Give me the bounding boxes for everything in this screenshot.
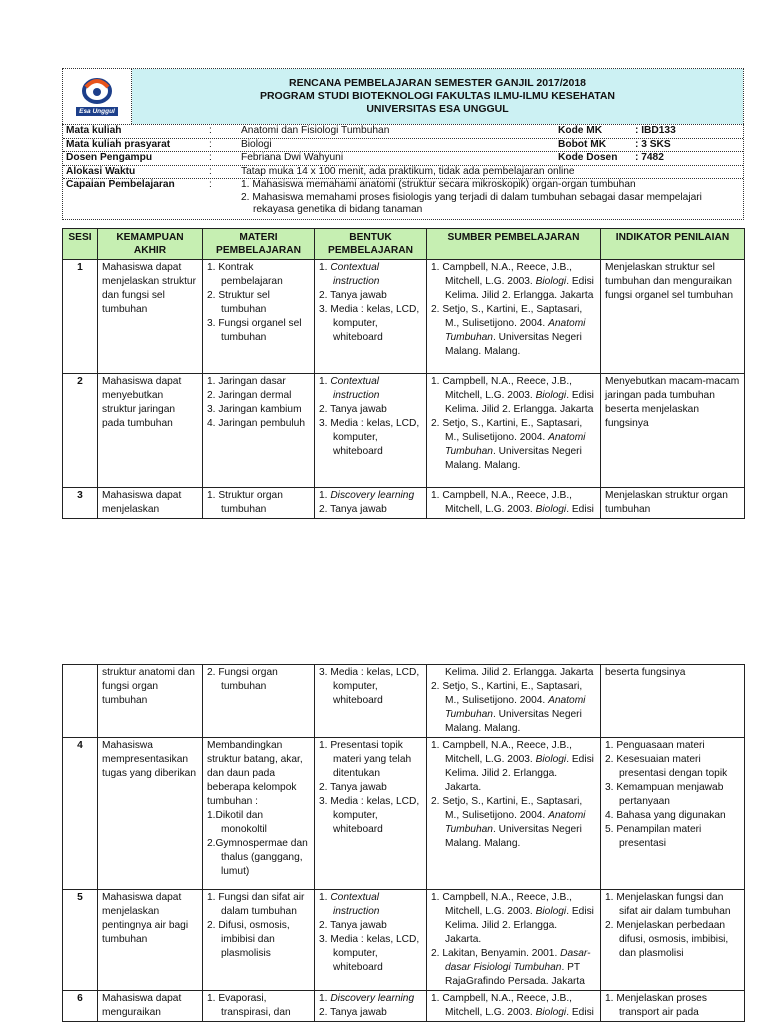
cell-sesi: 5 [63, 890, 98, 991]
table-row [63, 890, 745, 991]
cell-bentuk [315, 991, 427, 1022]
cell-sumber [427, 373, 601, 487]
header-materi: MATERI PEMBELAJARAN [203, 228, 315, 259]
course-info [62, 124, 744, 220]
cell-bentuk [315, 665, 427, 738]
info-row-dosen [63, 151, 743, 165]
info-label: Alokasi Waktu [66, 165, 136, 177]
list-item: 2. Menjelaskan perbedaan difusi, osmosis, imbibisi, dan plasmolisi [605, 920, 729, 959]
list-item: 2. Kesesuaian materi presentasi dengan topik [605, 754, 728, 779]
list-item: 2. Struktur sel tumbuhan [207, 289, 270, 315]
list-item: 3. Fungsi organel sel tumbuhan [207, 317, 302, 343]
list-item: 1. Kontrak pembelajaran [207, 261, 283, 287]
table-row [63, 373, 745, 487]
info-row-alokasi [63, 165, 743, 179]
cell-sesi: 4 [63, 738, 98, 890]
capaian-item: 1. Mahasiswa memahami anatomi (struktur secara mikroskopik) organ-organ tumbuhan [241, 179, 636, 190]
info-code-label: Kode Dosen [558, 152, 618, 163]
cell-kemampuan: Mahasiswa dapat menjelaskan struktur dan fungsi sel tumbuhan [98, 259, 203, 373]
cell-bentuk [315, 259, 427, 373]
header-indikator: INDIKATOR PENILAIAN [601, 228, 745, 259]
list-item: 1. Campbell, N.A., Reece, J.B., Mitchell, L.G. 2003. Biologi. Edisi Kelima. Jilid 2. Erlangga. Jakarta. [431, 740, 594, 793]
header-sesi: SESI [63, 228, 98, 259]
list-item: 3. Jaringan kambium [207, 403, 302, 415]
list-item: 1. Contextual instruction [319, 261, 380, 287]
document-header [62, 68, 744, 124]
list-item: 1.Dikotil dan monokoltil [207, 810, 267, 835]
cell-sumber [427, 890, 601, 991]
cell-sesi: 3 [63, 487, 98, 518]
document-title [132, 69, 743, 124]
cell-indikator: Menjelaskan struktur sel tumbuhan dan menguraikan fungsi organel sel tumbuhan [601, 259, 745, 373]
info-value: Tatap muka 14 x 100 menit, ada praktikum, tidak ada pembelajaran online [241, 165, 575, 177]
document-page-2 [62, 664, 744, 1022]
title-line-3: UNIVERSITAS ESA UNGGUL [366, 103, 509, 115]
list-item: 2. Setjo, S., Kartini, E., Saptasari, M., Sulisetijono. 2004. Anatomi Tumbuhan. Universitas Negeri Malang. Malang. [431, 417, 586, 471]
list-item: 1. Contextual instruction [319, 375, 380, 401]
info-value: Febriana Dwi Wahyuni [241, 152, 344, 163]
table-row [63, 738, 745, 890]
cell-materi [203, 738, 315, 890]
cell-indikator [601, 890, 745, 991]
capaian-list [241, 179, 743, 217]
info-code-value: : IBD133 [635, 125, 676, 136]
cell-indikator: Menjelaskan struktur organ tumbuhan [601, 487, 745, 518]
list-item: 2. Tanya jawab [319, 1007, 387, 1018]
info-label: Mata kuliah [66, 125, 122, 136]
list-item: 1. Menjelaskan proses transport air pada [605, 993, 707, 1018]
cell-sumber [427, 738, 601, 890]
info-code-label: Bobot MK [558, 138, 607, 150]
cell-kemampuan: Mahasiswa dapat menjelaskan [98, 487, 203, 518]
cell-sesi [63, 665, 98, 738]
cell-indikator [601, 738, 745, 890]
list-item: 2. Setjo, S., Kartini, E., Saptasari, M., Sulisetijono. 2004. Anatomi Tumbuhan. Universitas Negeri Malang. Malang. [431, 796, 586, 849]
cell-materi [203, 373, 315, 487]
header-bentuk: BENTUK PEMBELAJARAN [315, 228, 427, 259]
info-label: Mata kuliah prasyarat [66, 138, 171, 150]
list-item: 2. Setjo, S., Kartini, E., Saptasari, M., Sulisetijono. 2004. Anatomi Tumbuhan. Universitas Negeri Malang. Malang. [431, 303, 586, 357]
cell-indikator [601, 991, 745, 1022]
list-item: 1. Campbell, N.A., Reece, J.B., Mitchell, L.G. 2003. Biologi. Edisi [431, 993, 594, 1018]
list-item: 1. Jaringan dasar [207, 375, 286, 387]
list-item: 1. Struktur organ tumbuhan [207, 489, 283, 515]
cell-sesi: 6 [63, 991, 98, 1022]
logo-text: Esa Unggul [76, 107, 118, 116]
table-row [63, 665, 745, 738]
list-item: 3. Media : kelas, LCD, komputer, whiteboard [319, 303, 420, 343]
list-item: 1. Discovery learning [319, 993, 415, 1004]
cell-materi [203, 890, 315, 991]
cell-sesi: 1 [63, 259, 98, 373]
list-item: 1. Menjelaskan fungsi dan sifat air dalam tumbuhan [605, 892, 731, 917]
list-item: 1. Contextual instruction [319, 892, 380, 917]
cell-materi [203, 259, 315, 373]
materi-intro: Membandingkan struktur batang, akar, dan daun pada beberapa kelompok tumbuhan : [207, 740, 303, 807]
university-logo [63, 69, 132, 124]
list-item: 1. Presentasi topik materi yang telah ditentukan [319, 740, 412, 779]
cell-indikator: beserta fungsinya [601, 665, 745, 738]
cell-bentuk [315, 890, 427, 991]
table-row [63, 991, 745, 1022]
cell-indikator: Menyebutkan macam-macam jaringan pada tumbuhan beserta menjelaskan fungsinya [601, 373, 745, 487]
list-item: 1. Fungsi dan sifat air dalam tumbuhan [207, 892, 305, 917]
title-line-2: PROGRAM STUDI BIOTEKNOLOGI FAKULTAS ILMU-ILMU KESEHATAN [259, 90, 616, 102]
list-item: 1. Campbell, N.A., Reece, J.B., Mitchell, L.G. 2003. Biologi. Edisi [431, 489, 594, 515]
list-item: 2. Difusi, osmosis, imbibisi dan plasmolisis [207, 920, 290, 959]
list-item: 2. Tanya jawab [319, 782, 387, 793]
cell-sesi: 2 [63, 373, 98, 487]
info-value: Biologi [241, 138, 272, 150]
table-header-row [63, 228, 745, 259]
info-colon: : [209, 125, 212, 136]
list-item: 1. Discovery learning [319, 489, 415, 501]
info-row-capaian [63, 178, 743, 219]
cell-sumber [427, 259, 601, 373]
info-colon: : [209, 179, 212, 190]
info-code-label: Kode MK [558, 125, 603, 136]
list-item: 2. Tanya jawab [319, 403, 387, 415]
list-item: 4. Jaringan pembuluh [207, 417, 305, 429]
list-item: 4. Bahasa yang digunakan [605, 810, 726, 821]
info-code-value: : 3 SKS [635, 138, 671, 150]
table-row [63, 487, 745, 518]
list-item: 2. Fungsi organ tumbuhan [207, 667, 278, 692]
cell-bentuk [315, 373, 427, 487]
info-value: Anatomi dan Fisiologi Tumbuhan [241, 125, 390, 136]
info-colon: : [209, 165, 212, 177]
esa-unggul-logo-icon [80, 77, 114, 105]
list-item: 2. Setjo, S., Kartini, E., Saptasari, M., Sulisetijono. 2004. Anatomi Tumbuhan. Universitas Negeri Malang. Malang. [431, 681, 586, 734]
list-item: 2. Jaringan dermal [207, 389, 292, 401]
header-kemampuan: KEMAMPUAN AKHIR [98, 228, 203, 259]
capaian-item: 2. Mahasiswa memahami proses fisiologis yang terjadi di dalam tumbuhan sebagai dasar mempelajari rekayasa genetika di bidang tanaman [241, 191, 702, 215]
cell-bentuk [315, 738, 427, 890]
cell-sumber [427, 991, 601, 1022]
list-item: 1. Campbell, N.A., Reece, J.B., Mitchell, L.G. 2003. Biologi. Edisi Kelima. Jilid 2. Erlangga. Jakarta [431, 375, 594, 415]
cell-materi [203, 665, 315, 738]
list-item: 3. Kemampuan menjawab pertanyaan [605, 782, 724, 807]
info-row-prasyarat [63, 138, 743, 152]
document-page-1 [62, 68, 744, 519]
cell-kemampuan: Mahasiswa dapat menyebutkan struktur jaringan pada tumbuhan [98, 373, 203, 487]
cell-kemampuan: struktur anatomi dan fungsi organ tumbuhan [98, 665, 203, 738]
list-item: 2. Tanya jawab [319, 920, 387, 931]
table-row [63, 259, 745, 373]
list-item: 2. Tanya jawab [319, 503, 387, 515]
cell-sumber [427, 665, 601, 738]
rps-table-page-1 [62, 228, 745, 519]
list-item: 3. Media : kelas, LCD, komputer, whiteboard [319, 417, 420, 457]
cell-sumber [427, 487, 601, 518]
list-item: 1. Campbell, N.A., Reece, J.B., Mitchell, L.G. 2003. Biologi. Edisi Kelima. Jilid 2. Erlangga. Jakarta. [431, 892, 594, 945]
list-item: 2.Gymnospermae dan thalus (ganggang, lumut) [207, 838, 308, 877]
cell-kemampuan: Mahasiswa dapat menguraikan [98, 991, 203, 1022]
list-item: 2. Lakitan, Benyamin. 2001. Dasar-dasar Fisiologi Tumbuhan. PT RajaGrafindo Persada. Jakarta [431, 948, 591, 987]
info-code-value: : 7482 [635, 152, 664, 163]
header-sumber: SUMBER PEMBELAJARAN [427, 228, 601, 259]
info-colon: : [209, 152, 212, 163]
info-colon: : [209, 138, 212, 150]
info-row-mata-kuliah [63, 125, 743, 138]
list-item: 3. Media : kelas, LCD, komputer, whiteboard [319, 934, 420, 973]
rps-table-page-2 [62, 664, 745, 1022]
title-line-1: RENCANA PEMBELAJARAN SEMESTER GANJIL 2017/2018 [289, 77, 586, 89]
list-item: 5. Penampilan materi presentasi [605, 824, 702, 849]
cell-kemampuan: Mahasiswa dapat menjelaskan pentingnya air bagi tumbuhan [98, 890, 203, 991]
info-label: Capaian Pembelajaran [66, 179, 175, 190]
list-item: 1. Evaporasi, transpirasi, dan [207, 993, 291, 1018]
cell-materi [203, 487, 315, 518]
info-label: Dosen Pengampu [66, 152, 153, 163]
list-item: 3. Media : kelas, LCD, komputer, whiteboard [319, 667, 420, 706]
cell-materi [203, 991, 315, 1022]
cell-kemampuan: Mahasiswa mempresentasikan tugas yang diberikan [98, 738, 203, 890]
list-item: Kelima. Jilid 2. Erlangga. Jakarta [445, 667, 594, 678]
list-item: 1. Penguasaan materi [605, 740, 705, 751]
list-item: 2. Tanya jawab [319, 289, 387, 301]
list-item: 3. Media : kelas, LCD, komputer, whiteboard [319, 796, 420, 835]
list-item: 1. Campbell, N.A., Reece, J.B., Mitchell, L.G. 2003. Biologi. Edisi Kelima. Jilid 2. Erlangga. Jakarta [431, 261, 594, 301]
cell-bentuk [315, 487, 427, 518]
